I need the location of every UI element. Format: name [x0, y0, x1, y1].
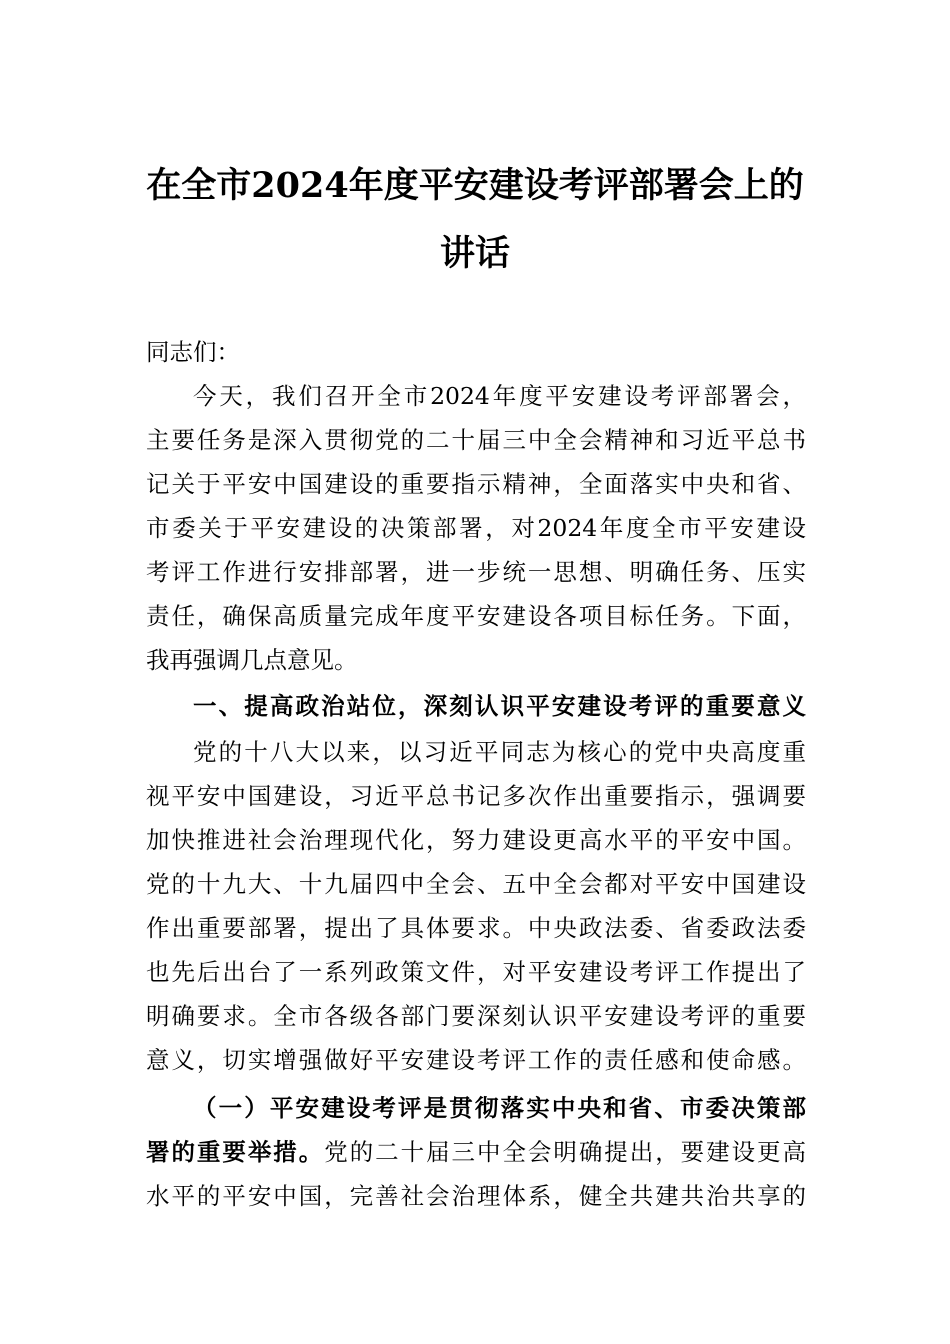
subheading-1-bold-run: 署的重要举措。: [146, 1138, 325, 1166]
paragraph-2-line-7: 明确要求。全市各级各部门要深刻认识平安建设考评的重要: [146, 1002, 806, 1030]
paragraph-1-line-1: 今天，我们召开全市2024年度平安建设考评部署会，: [193, 382, 806, 410]
paragraph-1-line-3: 记关于平安中国建设的重要指示精神，全面落实中央和省、: [146, 470, 806, 498]
paragraph-2-line-4: 党的十九大、十九届四中全会、五中全会都对平安中国建设: [146, 870, 806, 898]
subheading-1-rest-run: 党的二十届三中全会明确提出，要建设更高: [324, 1138, 807, 1166]
document-title-line-1: 在全市2024年度平安建设考评部署会上的: [146, 165, 804, 206]
paragraph-1-line-4: 市委关于平安建设的决策部署，对2024年度全市平安建设: [146, 514, 806, 542]
paragraph-2-line-1: 党的十八大以来，以习近平同志为核心的党中央高度重: [193, 738, 806, 766]
paragraph-3-line-1: 水平的平安中国，完善社会治理体系，健全共建共治共享的: [146, 1182, 806, 1210]
paragraph-2-line-2: 视平安中国建设，习近平总书记多次作出重要指示，强调要: [146, 782, 806, 810]
subheading-1-line-1: （一）平安建设考评是贯彻落实中央和省、市委决策部: [193, 1094, 806, 1122]
salutation: 同志们：: [146, 338, 240, 366]
document-title-line-2: 讲话: [439, 233, 510, 274]
paragraph-2-line-5: 作出重要部署，提出了具体要求。中央政法委、省委政法委: [146, 914, 806, 942]
subheading-1-line-2: [146, 1130, 806, 1174]
paragraph-1-line-6: 责任，确保高质量完成年度平安建设各项目标任务。下面，: [146, 602, 806, 630]
paragraph-2-line-8: 意义，切实增强做好平安建设考评工作的责任感和使命感。: [146, 1046, 806, 1074]
paragraph-1-line-2: 主要任务是深入贯彻党的二十届三中全会精神和习近平总书: [146, 426, 806, 454]
paragraph-1-line-7: 我再强调几点意见。: [146, 646, 358, 674]
paragraph-2-line-6: 也先后出台了一系列政策文件，对平安建设考评工作提出了: [146, 958, 806, 986]
paragraph-1-line-5: 考评工作进行安排部署，进一步统一思想、明确任务、压实: [146, 558, 806, 586]
section-heading-1: 一、提高政治站位，深刻认识平安建设考评的重要意义: [193, 692, 806, 720]
paragraph-2-line-3: 加快推进社会治理现代化，努力建设更高水平的平安中国。: [146, 826, 806, 854]
